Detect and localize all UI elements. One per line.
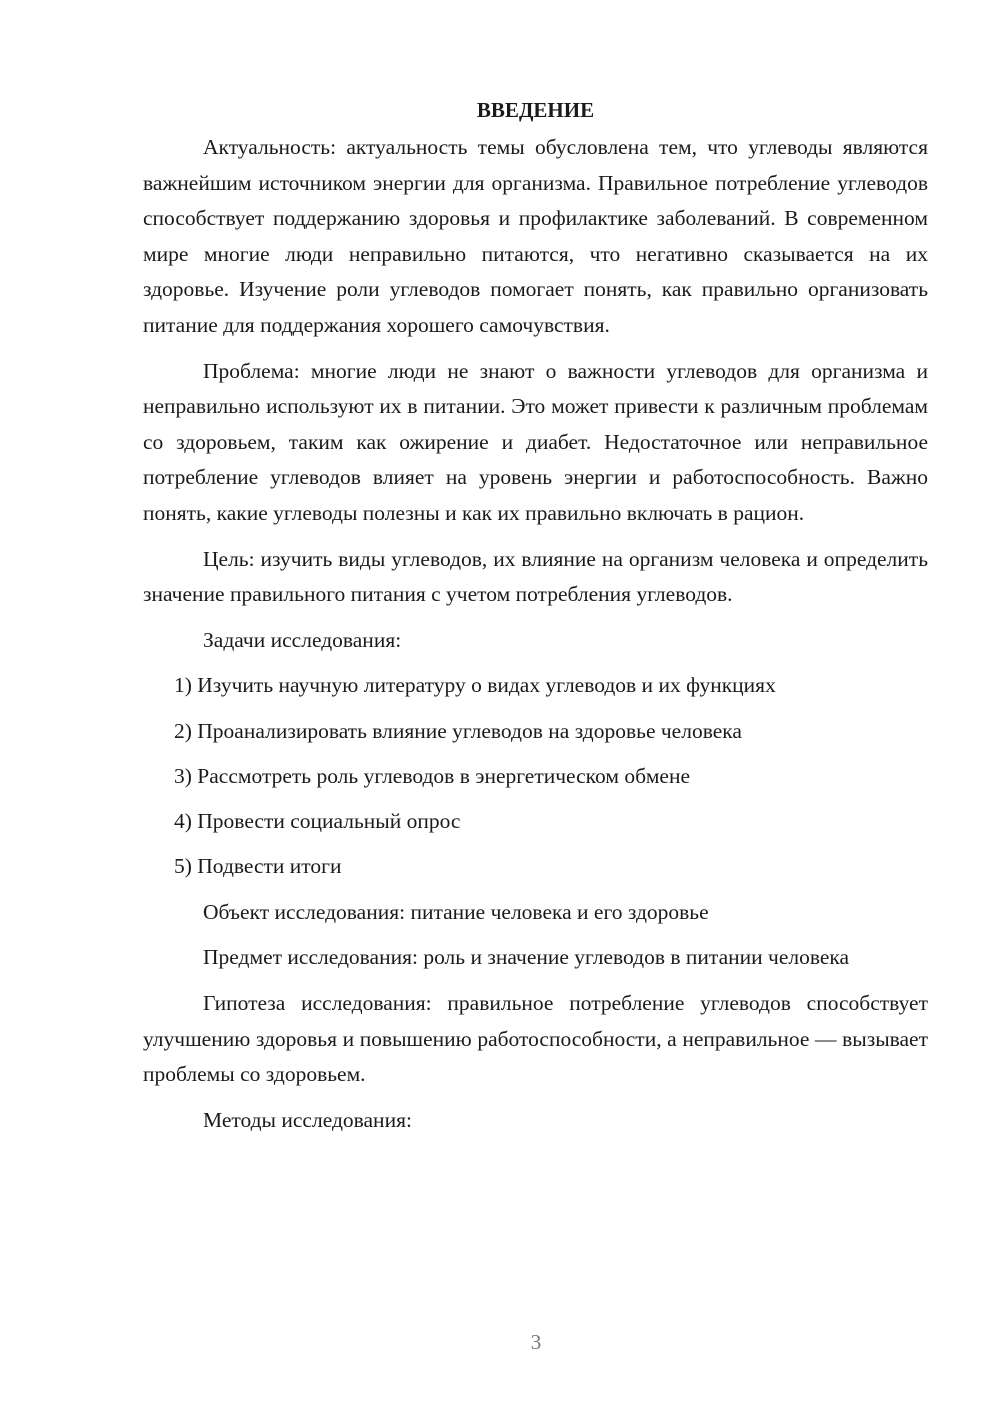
page-number: 3 bbox=[530, 1330, 542, 1354]
section-title: ВВЕДЕНИЕ bbox=[476, 98, 595, 122]
list-item: 5) Подвести итоги bbox=[174, 854, 342, 879]
list-item: 4) Провести социальный опрос bbox=[174, 809, 461, 834]
list-item: 1) Изучить научную литературу о видах углеводов и их функциях bbox=[174, 673, 776, 698]
paragraph-tasks-heading: Задачи исследования: bbox=[203, 627, 402, 652]
list-item: 3) Рассмотреть роль углеводов в энергетическом обмене bbox=[174, 763, 691, 788]
paragraph-goal: Цель: изучить виды углеводов, их влияние на организм человека и определить значение правильного питания с учетом потребления углеводов. bbox=[143, 546, 928, 607]
list-item: 2) Проанализировать влияние углеводов на здоровье человека bbox=[174, 718, 742, 743]
paragraph-relevance: Актуальность: актуальность темы обусловлена тем, что углеводы являются важнейшим источником энергии для организма. Правильное потребление углеводов способствует поддержанию здоровья и профилактике заболеваний. В современном мире многие люди неправильно питаются, что негативно сказывается на их здоровье. Изучение роли углеводов помогает понять, как правильно организовать питание для поддержания хорошего самочувствия. bbox=[143, 135, 928, 337]
paragraph-object: Объект исследования: питание человека и его здоровье bbox=[203, 899, 709, 924]
paragraph-methods-heading: Методы исследования: bbox=[203, 1107, 412, 1132]
paragraph-hypothesis: Гипотеза исследования: правильное потребление углеводов способствует улучшению здоровья и повышению работоспособности, а неправильное — вызывает проблемы со здоровьем. bbox=[143, 990, 928, 1087]
tasks-list bbox=[143, 668, 928, 885]
page-content bbox=[143, 94, 928, 1148]
paragraph-subject: Предмет исследования: роль и значение углеводов в питании человека bbox=[203, 945, 850, 970]
paragraph-problem: Проблема: многие люди не знают о важности углеводов для организма и неправильно используют их в питании. Это может привести к различным проблемам со здоровьем, таким как ожирение и диабет. Недостаточное или неправильное потребление углеводов влияет на уровень энергии и работоспособность. Важно понять, какие углеводы полезны и как их правильно включать в рацион. bbox=[143, 358, 928, 525]
